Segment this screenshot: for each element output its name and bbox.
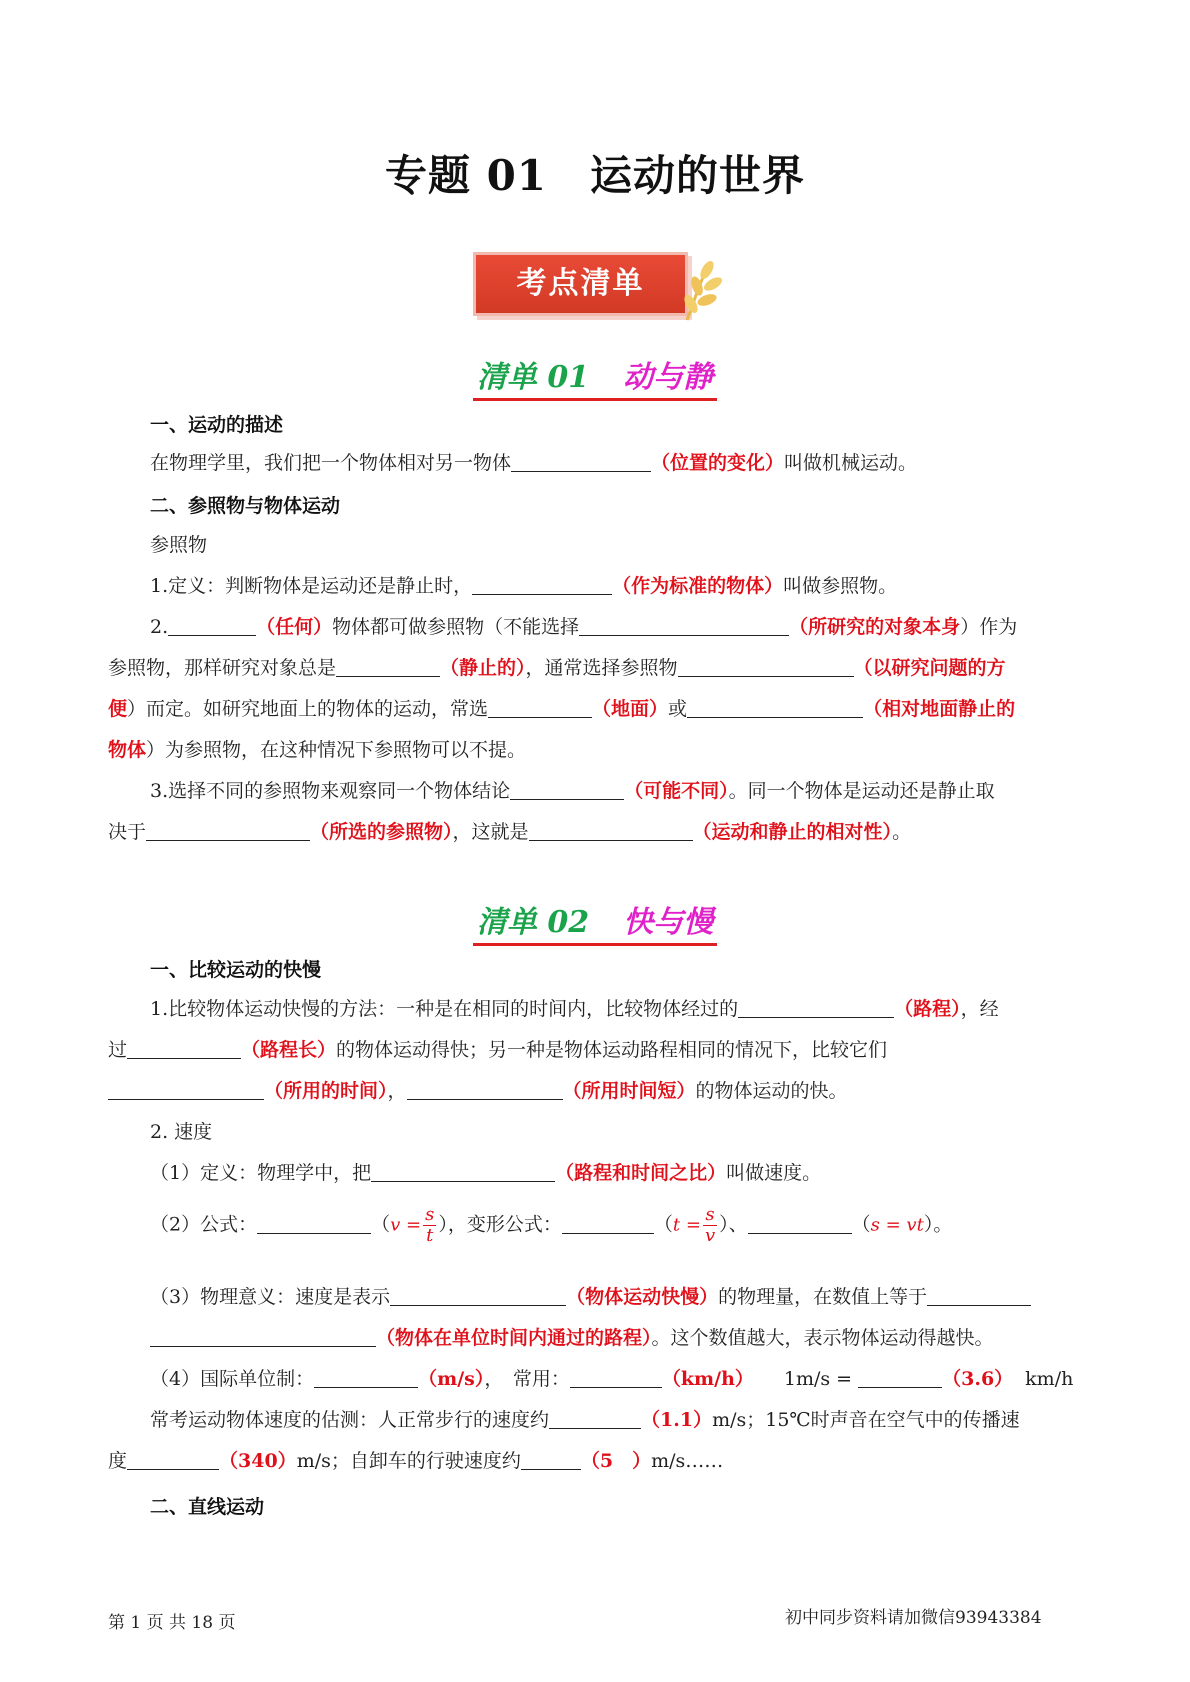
paragraph-speed-meaning-line2: （物体在单位时间内通过的路程）。这个数值越大，表示物体运动得越快。: [150, 1323, 1083, 1353]
section-topic: 快与慢: [623, 905, 714, 940]
paragraph-speed-meaning-line1: （3）物理意义：速度是表示 （物体运动快慢）的物理量，在数值上等于: [150, 1282, 1083, 1312]
banner: [473, 248, 733, 326]
section-heading-01: [0, 352, 1190, 401]
section-topic: 动与静: [623, 360, 714, 395]
subheading-motion-description: 一、运动的描述: [150, 414, 284, 436]
paragraph-definition: 1.定义：判断物体是运动还是静止时， （作为标准的物体）叫做参照物。: [150, 575, 898, 597]
label-reference-object: 参照物: [150, 534, 208, 556]
page-number: 第 1 页 共 18 页: [108, 1613, 236, 1633]
subheading-compare-speed: 一、比较运动的快慢: [150, 959, 322, 981]
section-heading-02: [0, 897, 1190, 946]
paragraph-speed-formula: （2）公式： （v = $\frac{s}{t}$ ），变形公式： （t = $\frac{s}{v}$ ）、 （s = vt）。: [150, 1204, 953, 1246]
section-number: 清单 02: [476, 905, 590, 940]
subheading-reference-frame: 二、参照物与物体运动: [150, 495, 341, 517]
paragraph-speed-units: （4）国际单位制： （m/s）， 常用： （km/h） 1m/s = （3.6） km/h: [150, 1368, 1074, 1390]
paragraph-compare-line1: 1.比较物体运动快慢的方法：一种是在相同的时间内，比较物体经过的 （路程），经: [150, 998, 999, 1020]
formula-fraction: $\frac{s}{t}$: [425, 1204, 435, 1246]
paragraph-speed-definition: （1）定义：物理学中，把 （路程和时间之比）叫做速度。: [150, 1162, 822, 1184]
page-title: 专题 01 运动的世界: [384, 151, 806, 200]
formula-fraction: $\frac{s}{v}$: [704, 1204, 716, 1246]
paragraph-mechanical-motion: 在物理学里，我们把一个物体相对另一物体 （位置的变化）叫做机械运动。: [150, 452, 918, 474]
banner-label: 考点清单: [473, 252, 688, 316]
section-number: 清单 01: [476, 360, 590, 395]
paragraph-rule-2-line1: 2. （任何）物体都可做参照物（不能选择 （所研究的对象本身）作为: [150, 616, 1018, 638]
wheat-leaf-icon: [677, 256, 723, 322]
subheading-linear-motion: 二、直线运动: [150, 1496, 265, 1518]
label-speed: 2. 速度: [150, 1121, 213, 1143]
footer-note: 初中同步资料请加微信93943384: [785, 1608, 1042, 1628]
paragraph-rule-2-line3: 便）而定。如研究地面上的物体的运动，常选 （地面）或 （相对地面静止的: [108, 698, 1016, 720]
paragraph-rule-3-line2: 决于 （所选的参照物），这就是 （运动和静止的相对性）。: [108, 821, 912, 843]
paragraph-rule-3-line1: 3.选择不同的参照物来观察同一个物体结论 （可能不同）。同一个物体是运动还是静止取: [150, 780, 995, 802]
paragraph-compare-line3: （所用的时间）， （所用时间短）的物体运动的快。: [108, 1076, 1083, 1106]
paragraph-rule-2-line2: 参照物，那样研究对象总是 （静止的），通常选择参照物 （以研究问题的方: [108, 657, 1006, 679]
paragraph-speed-estimate-line2: 度 （340）m/s；自卸车的行驶速度约 （5 ）m/s……: [108, 1450, 724, 1472]
paragraph-compare-line2: 过 （路程长）的物体运动得快；另一种是物体运动路程相同的情况下，比较它们: [108, 1039, 888, 1061]
paragraph-speed-estimate-line1: 常考运动物体速度的估测：人正常步行的速度约 （1.1）m/s；15℃时声音在空气中的传播速: [150, 1409, 1020, 1431]
paragraph-rule-2-line4: 物体）为参照物，在这种情况下参照物可以不提。: [108, 739, 527, 761]
